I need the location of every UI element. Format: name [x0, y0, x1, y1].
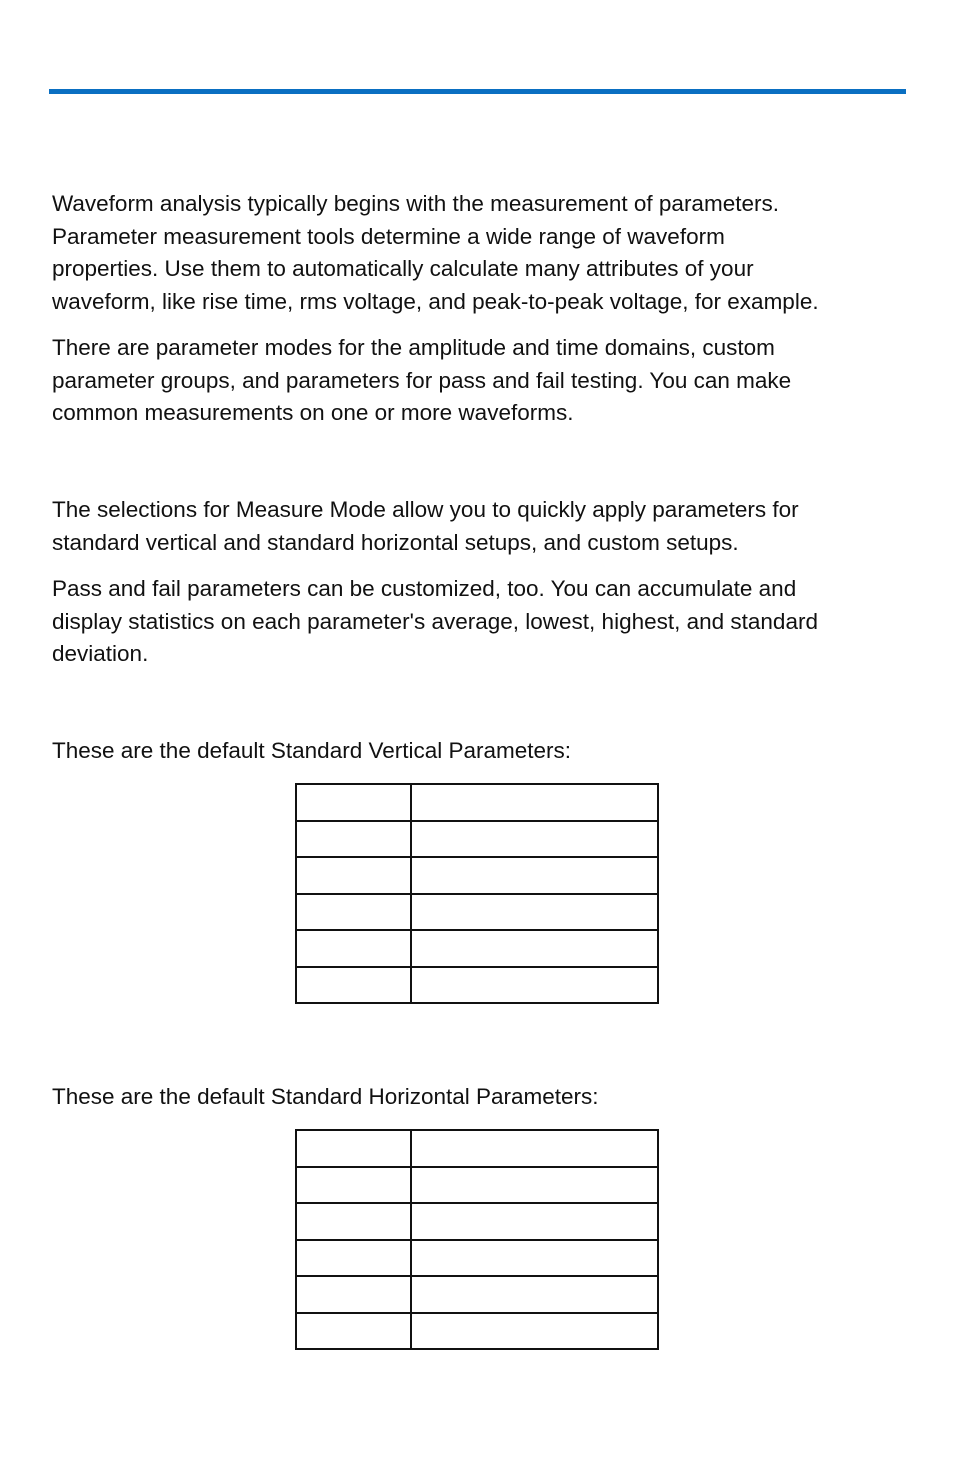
table-cell	[296, 857, 411, 894]
table-row	[296, 1313, 658, 1350]
table-row	[296, 857, 658, 894]
table-row	[296, 930, 658, 967]
intro-paragraph-2	[52, 332, 902, 430]
text-line: Pass and fail parameters can be customized, too. You can accumulate and	[52, 576, 797, 601]
table-row	[296, 1167, 658, 1204]
table-cell	[296, 1203, 411, 1240]
table-cell	[296, 784, 411, 821]
table-row	[296, 1240, 658, 1277]
table-cell	[296, 1313, 411, 1350]
table-cell	[296, 930, 411, 967]
table-cell	[296, 967, 411, 1004]
table-cell	[296, 821, 411, 858]
text-line: These are the default Standard Vertical Parameters:	[52, 738, 572, 763]
intro-paragraph-1	[52, 188, 902, 318]
table-cell	[296, 1167, 411, 1204]
vertical-parameters-intro	[52, 735, 902, 768]
text-line: display statistics on each parameter's average, lowest, highest, and standard	[52, 608, 818, 634]
measure-mode-paragraph-2	[52, 573, 902, 671]
table-cell	[296, 894, 411, 931]
table-row	[296, 821, 658, 858]
table-cell	[411, 857, 658, 894]
text-line: Parameter measurement tools determine a wide range of waveform	[52, 223, 725, 249]
table-cell	[296, 1276, 411, 1313]
table-cell	[411, 784, 658, 821]
table-cell	[411, 821, 658, 858]
text-line: Waveform analysis typically begins with the measurement of parameters.	[52, 191, 779, 216]
table-cell	[411, 1167, 658, 1204]
horizontal-parameters-intro	[52, 1081, 902, 1114]
text-line: common measurements on one or more waveforms.	[52, 400, 574, 425]
table-row	[296, 1130, 658, 1167]
text-line: parameter groups, and parameters for pass and fail testing. You can make	[52, 367, 792, 393]
table-row	[296, 1276, 658, 1313]
header-rule	[49, 89, 906, 94]
horizontal-parameters-table	[295, 1129, 659, 1350]
table-row	[296, 784, 658, 821]
table-cell	[411, 930, 658, 967]
table-row	[296, 894, 658, 931]
table-row	[296, 1203, 658, 1240]
table-cell	[296, 1240, 411, 1277]
table-cell	[411, 1203, 658, 1240]
table-cell	[411, 1240, 658, 1277]
text-line: properties. Use them to automatically calculate many attributes of your	[52, 256, 754, 281]
table-cell	[411, 1313, 658, 1350]
text-line: These are the default Standard Horizontal Parameters:	[52, 1084, 599, 1109]
table-cell	[411, 894, 658, 931]
table-cell	[411, 1130, 658, 1167]
text-line: The selections for Measure Mode allow you to quickly apply parameters for	[52, 497, 799, 522]
table-row	[296, 967, 658, 1004]
measure-mode-paragraph-1	[52, 494, 902, 559]
text-line: waveform, like rise time, rms voltage, and peak-to-peak voltage, for example.	[52, 288, 819, 314]
table-cell	[296, 1130, 411, 1167]
text-line: There are parameter modes for the amplitude and time domains, custom	[52, 335, 775, 360]
table-cell	[411, 967, 658, 1004]
text-line: deviation.	[52, 641, 149, 666]
table-cell	[411, 1276, 658, 1313]
vertical-parameters-table	[295, 783, 659, 1004]
text-line: standard vertical and standard horizontal setups, and custom setups.	[52, 529, 739, 555]
